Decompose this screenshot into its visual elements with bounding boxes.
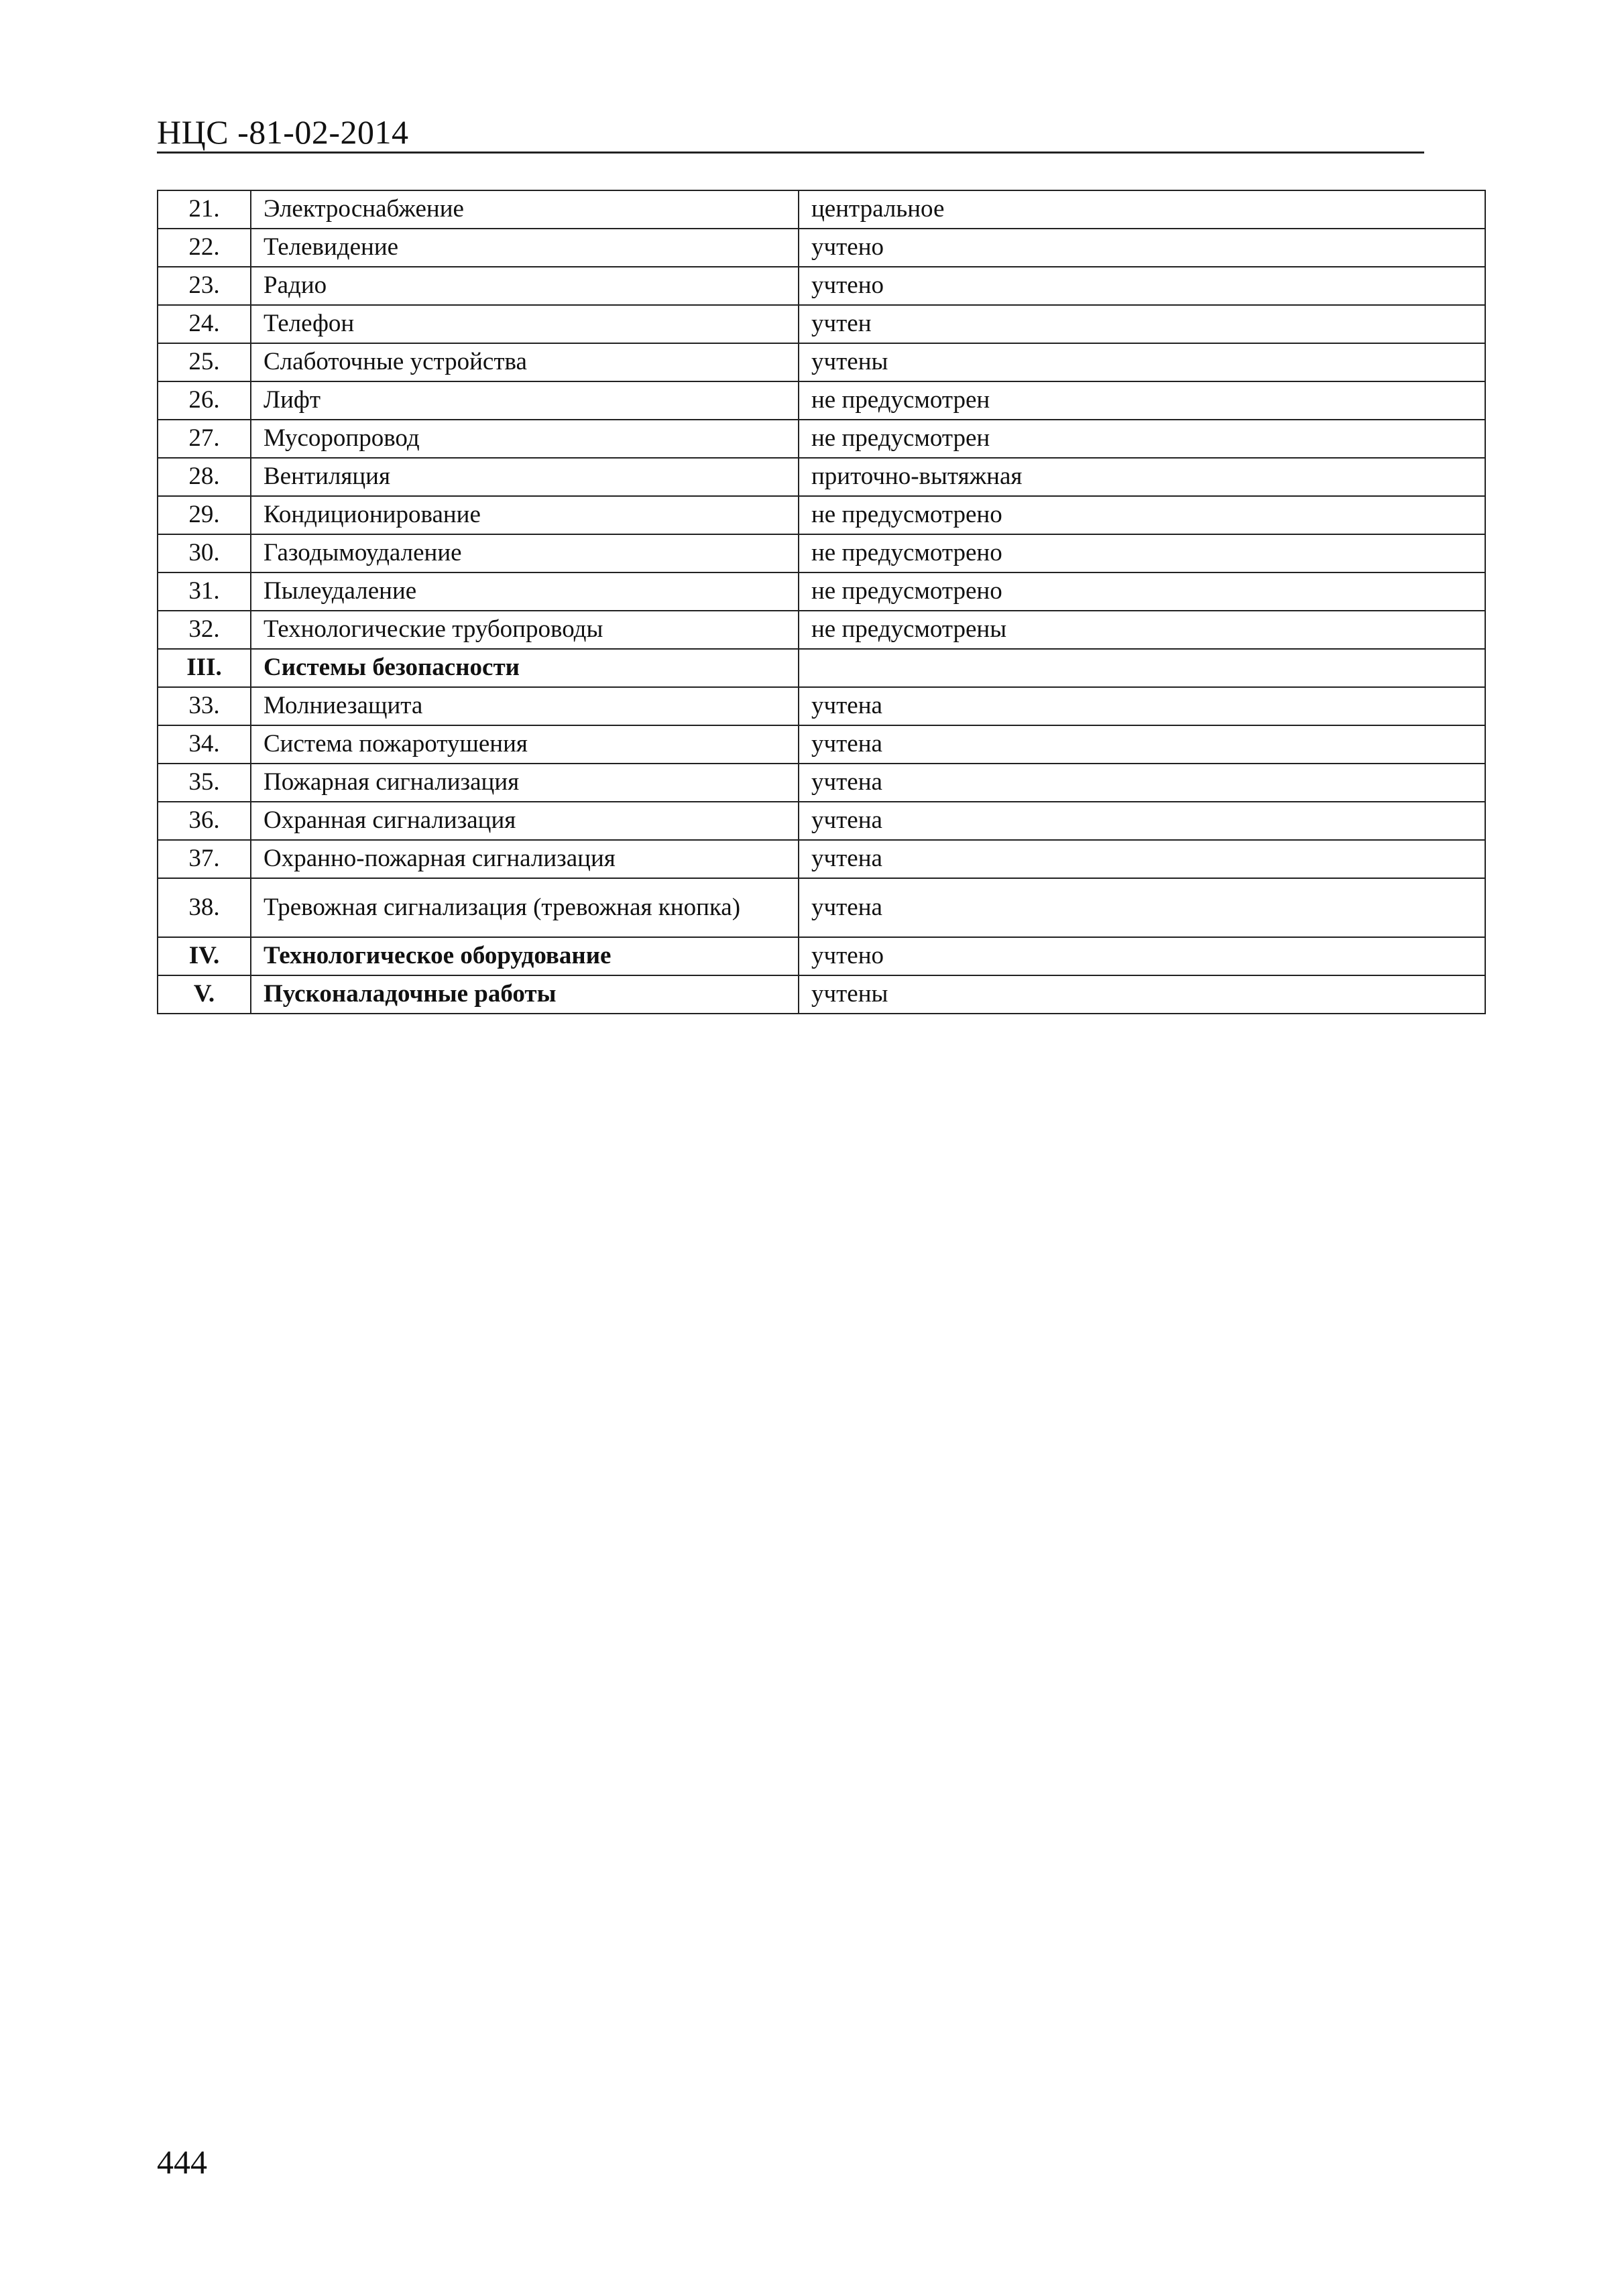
row-value: учтено (799, 267, 1485, 305)
row-number: 37. (158, 840, 251, 878)
row-label: Молниезащита (251, 687, 799, 725)
row-value (799, 649, 1485, 687)
row-label: Охранно-пожарная сигнализация (251, 840, 799, 878)
section-number: III. (158, 649, 251, 687)
header-rule (157, 152, 1424, 154)
row-number: 33. (158, 687, 251, 725)
row-number: 26. (158, 381, 251, 420)
row-label: Газодымоудаление (251, 534, 799, 572)
row-number: 29. (158, 496, 251, 534)
row-number: 36. (158, 802, 251, 840)
row-label: Лифт (251, 381, 799, 420)
row-value: учтена (799, 802, 1485, 840)
section-title: Системы безопасности (251, 649, 799, 687)
row-number: 25. (158, 343, 251, 381)
table-row (158, 496, 1485, 534)
table-row (158, 267, 1485, 305)
row-value: не предусмотрен (799, 420, 1485, 458)
table-row (158, 190, 1485, 229)
row-value: учтено (799, 937, 1485, 975)
row-value: учтена (799, 878, 1485, 937)
page-number: 444 (157, 2143, 207, 2181)
row-value: учтена (799, 725, 1485, 764)
table-row (158, 420, 1485, 458)
row-value: приточно-вытяжная (799, 458, 1485, 496)
table-row (158, 687, 1485, 725)
row-value: не предусмотрено (799, 572, 1485, 611)
row-label: Электроснабжение (251, 190, 799, 229)
row-value: не предусмотрено (799, 496, 1485, 534)
table-row (158, 802, 1485, 840)
row-value: не предусмотрены (799, 611, 1485, 649)
row-number: 32. (158, 611, 251, 649)
document-code: НЦС -81-02-2014 (157, 113, 409, 151)
row-label: Пылеудаление (251, 572, 799, 611)
row-number: 27. (158, 420, 251, 458)
row-label: Мусоропровод (251, 420, 799, 458)
section-number: IV. (158, 937, 251, 975)
table-row (158, 764, 1485, 802)
row-label: Телевидение (251, 229, 799, 267)
row-number: 21. (158, 190, 251, 229)
row-label: Тревожная сигнализация (тревожная кнопка) (251, 878, 799, 937)
table-row (158, 534, 1485, 572)
row-label: Слаботочные устройства (251, 343, 799, 381)
section-row (158, 937, 1485, 975)
row-number: 30. (158, 534, 251, 572)
row-value: не предусмотрен (799, 381, 1485, 420)
table-row (158, 878, 1485, 937)
row-number: 35. (158, 764, 251, 802)
section-row (158, 975, 1485, 1014)
section-title: Технологическое оборудование (251, 937, 799, 975)
row-value: учтен (799, 305, 1485, 343)
row-number: 34. (158, 725, 251, 764)
row-value: не предусмотрено (799, 534, 1485, 572)
row-label: Система пожаротушения (251, 725, 799, 764)
section-number: V. (158, 975, 251, 1014)
row-value: учтена (799, 840, 1485, 878)
section-title: Пусконаладочные работы (251, 975, 799, 1014)
row-number: 22. (158, 229, 251, 267)
row-number: 38. (158, 878, 251, 937)
table-row (158, 840, 1485, 878)
row-label: Вентиляция (251, 458, 799, 496)
row-label: Телефон (251, 305, 799, 343)
row-value: учтены (799, 975, 1485, 1014)
table-row (158, 611, 1485, 649)
table-row (158, 381, 1485, 420)
row-value: учтены (799, 343, 1485, 381)
row-label: Радио (251, 267, 799, 305)
row-number: 28. (158, 458, 251, 496)
table-row (158, 725, 1485, 764)
row-label: Кондиционирование (251, 496, 799, 534)
table-row (158, 572, 1485, 611)
row-value: центральное (799, 190, 1485, 229)
table-row (158, 305, 1485, 343)
row-label: Охранная сигнализация (251, 802, 799, 840)
row-value: учтена (799, 764, 1485, 802)
table-row (158, 343, 1485, 381)
specification-table (157, 190, 1486, 1014)
row-label: Пожарная сигнализация (251, 764, 799, 802)
row-number: 31. (158, 572, 251, 611)
row-value: учтена (799, 687, 1485, 725)
table-row (158, 229, 1485, 267)
table-row (158, 458, 1485, 496)
row-label: Технологические трубопроводы (251, 611, 799, 649)
row-number: 23. (158, 267, 251, 305)
row-value: учтено (799, 229, 1485, 267)
row-number: 24. (158, 305, 251, 343)
section-row (158, 649, 1485, 687)
